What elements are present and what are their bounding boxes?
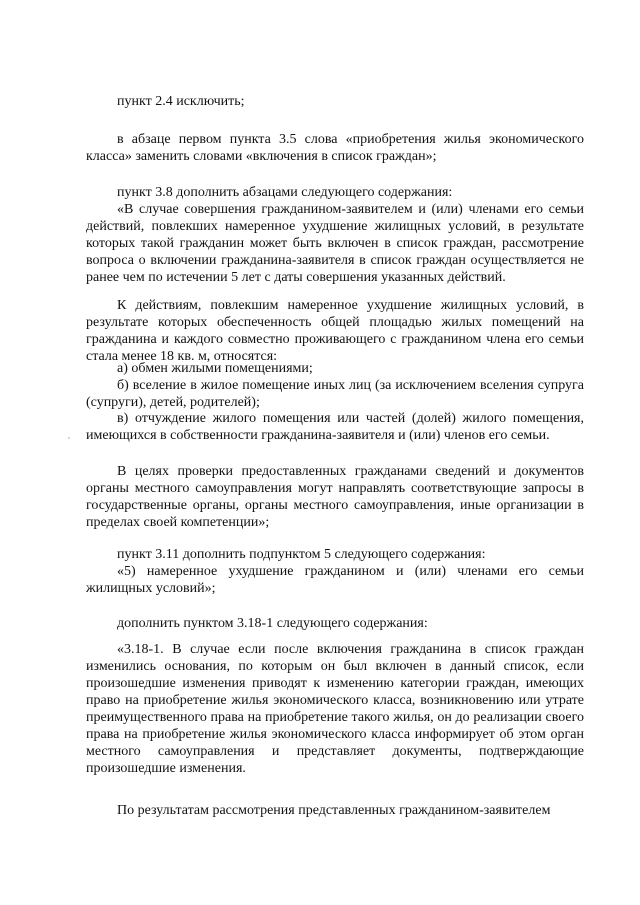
paragraph-item-3-18-1: «3.18-1. В случае если после включения гражданина в список граждан изменились основания, по которым он был включен в данный список, если произошедшие изменения приводят к изменению категории граждан, имеющих право на приобретение жилья экономического класса, возникновению или утрате преимущественного права на приобретение такого жилья, он до реализации своего права на приобретение жилья экономического класса информирует об этом орган местного самоуправления и представляет документы, подтверждающие произошедшие изменения. (86, 642, 584, 776)
paragraph-quote-worsening: «В случае совершения гражданином-заявителем и (или) членами его семьи действий, повлекших намеренное ухудшение жилищных условий, в результате которых такой гражданин может быть включен в список граждан, рассмотрение вопроса о включении гражданина-заявителя в список граждан осуществляется не ранее чем по истечении 5 лет с даты совершения указанных действий. (86, 202, 584, 285)
list-item-c: в) отчуждение жилого помещения или частей (долей) жилого помещения, имеющихся в собственности гражданина-заявителя и (или) членов его семьи. (86, 411, 584, 443)
list-item-a: а) обмен жилыми помещениями; (117, 361, 313, 376)
paragraph-subitem-5: «5) намеренное ухудшение гражданином и (или) членами его семьи жилищных условий»; (86, 564, 584, 596)
list-item-b: б) вселение в жилое помещение иных лиц (за исключением вселения супруга (супруги), детей, родителей); (86, 378, 584, 410)
paragraph-item-3-8-intro: пункт 3.8 дополнить абзацами следующего содержания: (117, 185, 453, 200)
paragraph-item-2-4: пункт 2.4 исключить; (117, 94, 245, 109)
paragraph-item-3-5: в абзаце первом пункта 3.5 слова «приобретения жилья экономического класса» заменить словами «включения в список граждан»; (86, 132, 584, 164)
paragraph-item-3-18-1-intro: дополнить пунктом 3.18-1 следующего содержания: (117, 616, 428, 631)
scan-speck (68, 437, 70, 439)
paragraph-actions-definition: К действиям, повлекшим намеренное ухудшение жилищных условий, в результате которых обеспеченность общей площадью жилых помещений на гражданина и каждого совместно проживающего с гражданином члена его семьи стала менее 18 кв. м, относятся: (86, 298, 584, 364)
paragraph-item-3-11: пункт 3.11 дополнить подпунктом 5 следующего содержания: (117, 547, 486, 562)
paragraph-verification: В целях проверки предоставленных гражданами сведений и документов органы местного самоуправления могут направлять соответствующие запросы в государственные органы, органы местного самоуправления, иные организации в пределах своей компетенции»; (86, 464, 584, 530)
paragraph-results: По результатам рассмотрения представленных гражданином-заявителем (117, 803, 551, 818)
